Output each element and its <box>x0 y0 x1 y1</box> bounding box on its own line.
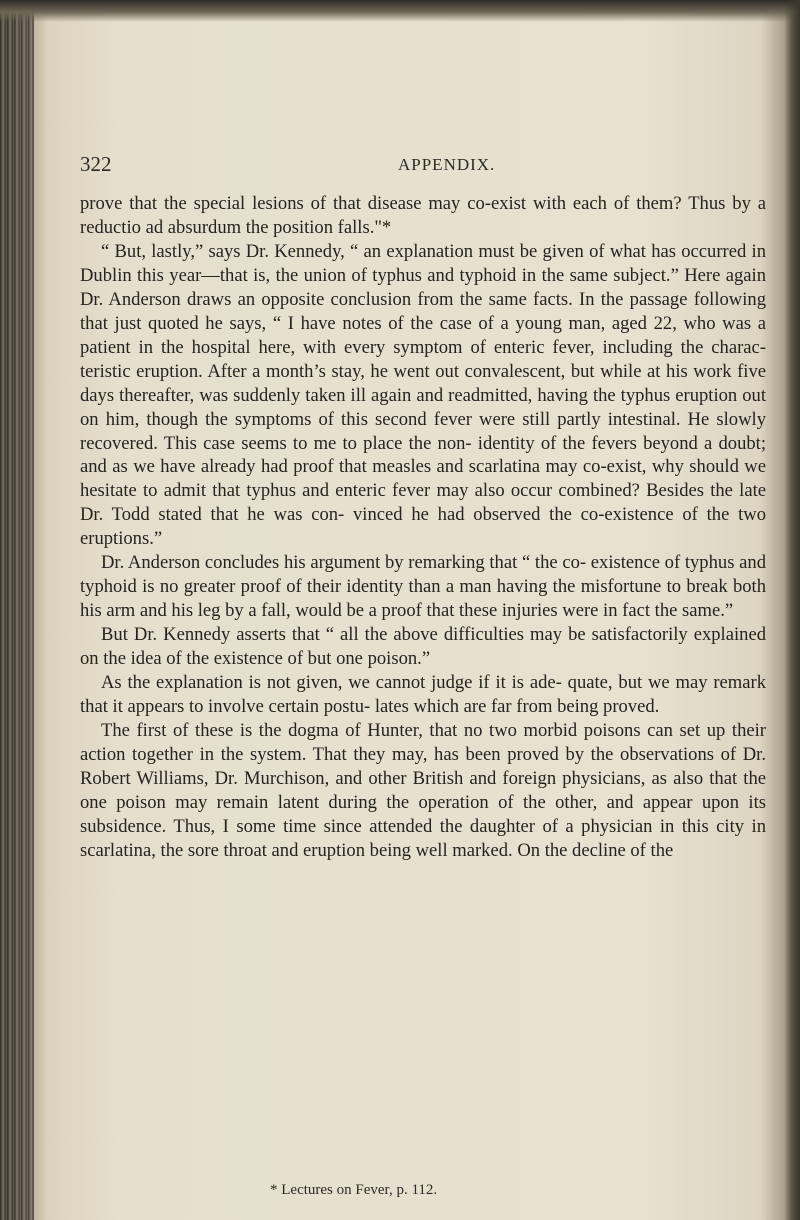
page-body <box>80 192 766 863</box>
paragraph: prove that the special lesions of that disease may co-exist with each of them? Thus by a reductio ad absurdum the position falls."* <box>80 193 766 238</box>
footnote: * Lectures on Fever, p. 112. <box>270 1182 438 1198</box>
running-head: APPENDIX. <box>398 155 496 174</box>
page-header <box>80 152 780 182</box>
paragraph: But Dr. Kennedy asserts that “ all the above difficulties may be satisfactorily explained on the idea of the existence of but one poison.” <box>80 624 766 670</box>
paragraph: Dr. Anderson concludes his argument by remarking that “ the co- existence of typhus and typhoid is no greater proof of their identity than a man having the misfortune to break both his arm and his leg by a fall, would be a proof that these injuries were in fact the same.” <box>80 552 766 622</box>
paragraph: “ But, lastly,” says Dr. Kennedy, “ an explanation must be given of what has occurred in Dublin this year—that is, the union of typhus and typhoid in the same subject.” Here again Dr. Anderson draws an opposite conclusion from the same facts. In the passage following that just quoted he says, “ I have notes of the case of a young man, aged 22, who was a patient in the hospital here, with every symptom of enteric fever, including the charac- teristic eruption. After a month’s stay, he went out convalescent, but while at his work five days thereafter, was suddenly taken ill again and readmitted, having the typhus eruption out on him, though the symptoms of this second fever were still partly intestinal. He slowly recovered. This case seems to me to place the non- identity of the fevers beyond a doubt; and as we have already had proof that measles and scarlatina may co-exist, why should we hesitate to admit that typhus and enteric fever may also occur combined? Besides the late Dr. Todd stated that he was con- vinced he had observed the co-existence of the two eruptions.” <box>80 240 766 550</box>
paragraph: As the explanation is not given, we cannot judge if it is ade- quate, but we may remark that it appears to involve certain postu- lates which are far from being proved. <box>80 672 766 718</box>
book-spine-shadow <box>0 0 34 1220</box>
page-number: 322 <box>80 152 112 176</box>
top-edge-shadow <box>0 0 800 22</box>
paragraph: The first of these is the dogma of Hunter, that no two morbid poisons can set up their action together in the system. That they may, has been proved by the observations of Dr. Robert Williams, Dr. Murchison, and other British and foreign physicians, as also that the one poison may remain latent during the operation of the other, and appear upon its subsidence. Thus, I some time since attended the daughter of a physician in this city in scarlatina, the sore throat and eruption being well marked. On the decline of the <box>80 719 766 861</box>
right-edge-shadow <box>784 0 800 1220</box>
